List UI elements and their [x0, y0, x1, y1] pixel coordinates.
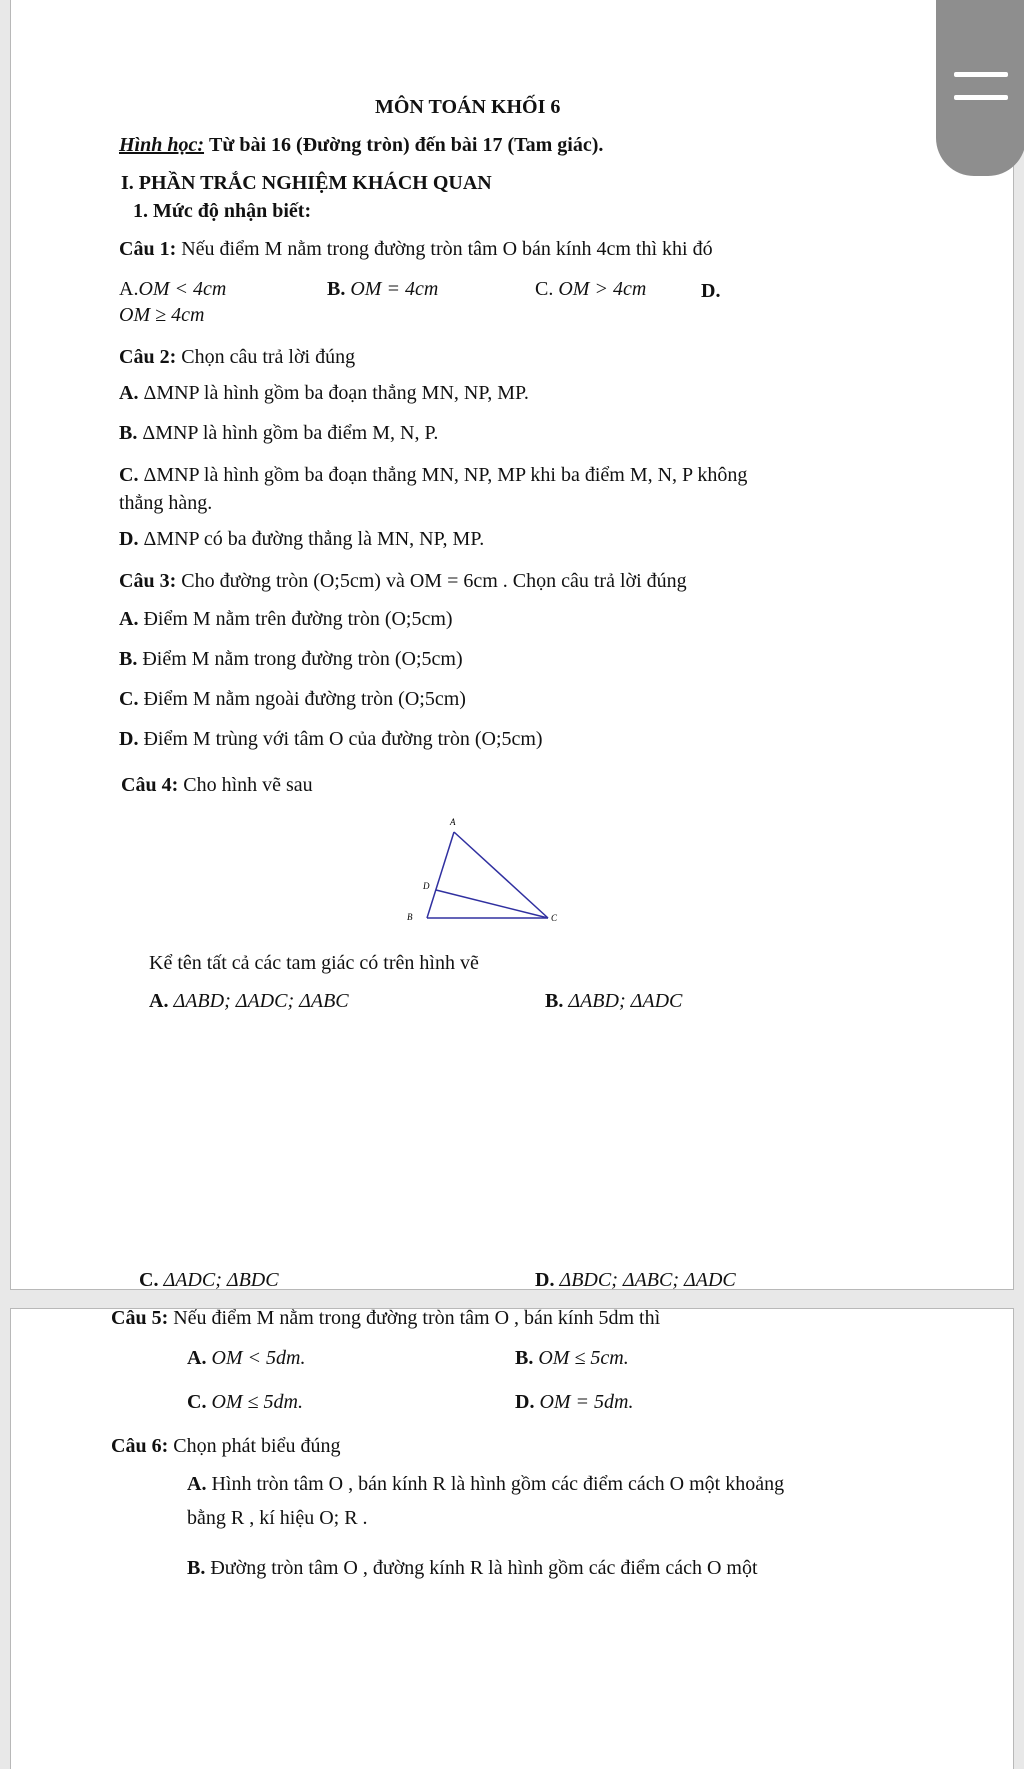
q4-option-c: C. ΔADC; ΔBDC: [139, 1269, 279, 1291]
q5-question: Câu 5: Nếu điểm M nằm trong đường tròn tâm O , bán kính 5dm thì: [111, 1307, 661, 1329]
q4-option-d: D. ΔBDC; ΔABC; ΔADC: [535, 1269, 736, 1291]
document-page-1: [10, 0, 1014, 1290]
q3-option-b: B. Điểm M nằm trong đường tròn (O;5cm): [119, 648, 463, 670]
q2-option-a: A. ΔMNP là hình gồm ba đoạn thẳng MN, NP, MP.: [119, 382, 529, 404]
q6-option-b: B. Đường tròn tâm O , đường kính R là hình gồm các điểm cách O một: [187, 1557, 758, 1579]
subtitle: Hình học: Từ bài 16 (Đường tròn) đến bài 17 (Tam giác).: [119, 134, 604, 156]
q2-question: Câu 2: Chọn câu trả lời đúng: [119, 346, 356, 368]
q6-option-a: A. Hình tròn tâm O , bán kính R là hình gồm các điểm cách O một khoảng: [187, 1473, 785, 1495]
point-label-a: A: [450, 817, 456, 827]
q1-option-d: OM ≥ 4cm: [119, 304, 205, 326]
q1-option-d-label: D.: [701, 280, 721, 302]
q3-question: Câu 3: Cho đường tròn (O;5cm) và OM = 6cm . Chọn câu trả lời đúng: [119, 570, 687, 592]
segment-dc: [436, 890, 548, 918]
q1-option-a: A.OM < 4cm: [119, 278, 227, 300]
q1-question: Câu 1: Nếu điểm M nằm trong đường tròn tâm O bán kính 4cm thì khi đó: [119, 238, 713, 260]
q6-option-a-cont: bằng R , kí hiệu O; R .: [187, 1507, 368, 1529]
point-label-b: B: [407, 912, 413, 922]
q1-option-b: B. OM = 4cm: [327, 278, 439, 300]
level-heading: 1. Mức độ nhận biết:: [133, 200, 312, 222]
point-label-c: C: [551, 913, 558, 923]
page-title: MÔN TOÁN KHỐI 6: [375, 96, 561, 118]
q2-option-d: D. ΔMNP có ba đường thẳng là MN, NP, MP.: [119, 528, 485, 550]
q3-option-c: C. Điểm M nằm ngoài đường tròn (O;5cm): [119, 688, 466, 710]
q4-prompt: Kể tên tất cả các tam giác có trên hình vẽ: [149, 952, 479, 974]
document-page-2: [10, 1269, 1014, 1769]
segment-ac: [454, 832, 548, 918]
q5-option-d: D. OM = 5dm.: [515, 1391, 634, 1413]
q3-option-a: A. Điểm M nằm trên đường tròn (O;5cm): [119, 608, 453, 630]
q1-option-c: C. OM > 4cm: [535, 278, 647, 300]
q6-question: Câu 6: Chọn phát biểu đúng: [111, 1435, 341, 1457]
q2-option-c: C. ΔMNP là hình gồm ba đoạn thẳng MN, NP, MP khi ba điểm M, N, P không: [119, 464, 748, 486]
q4-option-a: A. ΔABD; ΔADC; ΔABC: [149, 990, 349, 1012]
section-heading: I. PHẦN TRẮC NGHIỆM KHÁCH QUAN: [121, 172, 492, 194]
triangle-figure: [391, 810, 581, 930]
point-label-d: D: [423, 881, 430, 891]
q4-question: Câu 4: Cho hình vẽ sau: [121, 774, 313, 796]
q4-option-b: B. ΔABD; ΔADC: [545, 990, 683, 1012]
q2-option-c-cont: thẳng hàng.: [119, 492, 213, 514]
scroll-handle[interactable]: [936, 0, 1024, 176]
q5-option-b: B. OM ≤ 5cm.: [515, 1347, 629, 1369]
q3-option-d: D. Điểm M trùng với tâm O của đường tròn (O;5cm): [119, 728, 543, 750]
q5-option-c: C. OM ≤ 5dm.: [187, 1391, 303, 1413]
q5-option-a: A. OM < 5dm.: [187, 1347, 306, 1369]
segment-ba: [427, 832, 454, 918]
q2-option-b: B. ΔMNP là hình gồm ba điểm M, N, P.: [119, 422, 439, 444]
